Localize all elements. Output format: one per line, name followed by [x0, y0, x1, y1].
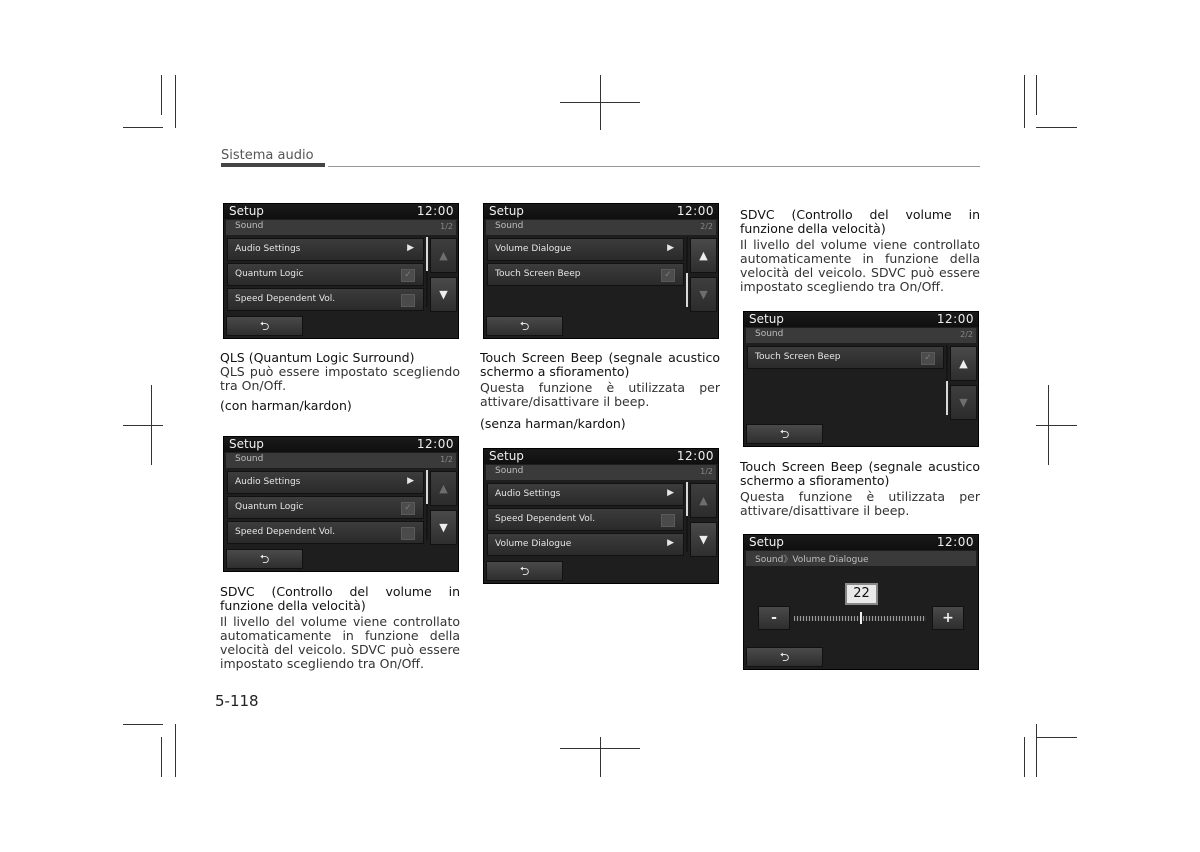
screen-clock: 12:00 [416, 204, 454, 218]
menu-row-label: Speed Dependent Vol. [235, 527, 336, 537]
screen-subbar [486, 220, 716, 235]
setup-screen-1 [223, 203, 459, 339]
screen-subbar [746, 328, 976, 343]
triangle-down-icon: ▼ [959, 396, 968, 409]
checkbox-checked-icon[interactable]: ✓ [921, 352, 935, 365]
qls-heading: QLS (Quantum Logic Surround) [220, 350, 415, 365]
crop-mark [175, 724, 176, 777]
screen-titlebar [224, 204, 458, 219]
crop-mark [175, 75, 176, 128]
triangle-right-icon: ▶ [407, 243, 414, 253]
screen-subtitle: Sound [495, 221, 524, 231]
crop-mark [161, 75, 162, 115]
checkbox-unchecked-icon[interactable] [661, 514, 675, 527]
sdvc-heading: SDVC (Controllo del volume in funzione della velocità) [740, 207, 980, 236]
scrollbar-track[interactable] [426, 237, 428, 307]
screen-subtitle: Sound [495, 466, 524, 476]
sdvc-text: Il livello del volume viene controllato automaticamente in funzione della velocità del veicolo. SDVC può essere impostato scegliendo tra On/Off. [220, 614, 460, 671]
screen-subtitle: Sound [235, 454, 264, 464]
checkbox-checked-icon[interactable]: ✓ [401, 269, 415, 282]
scrollbar-thumb[interactable] [686, 482, 688, 516]
crop-mark [600, 737, 601, 777]
menu-row-volume-dialogue[interactable] [487, 238, 684, 261]
checkbox-unchecked-icon[interactable] [401, 527, 415, 540]
menu-row-touch-screen-beep[interactable] [487, 263, 684, 286]
triangle-down-icon: ▼ [439, 521, 448, 534]
scrollbar-thumb[interactable] [686, 273, 688, 307]
screen-subbar [746, 551, 976, 566]
back-arrow-icon: ⮌ [779, 427, 790, 441]
screen-subbar [226, 220, 456, 235]
screen-title: Setup [229, 204, 264, 218]
scroll-down-button[interactable] [430, 277, 457, 312]
crop-mark [1036, 737, 1077, 738]
crop-mark [1036, 127, 1077, 128]
scrollbar-track[interactable] [426, 470, 428, 540]
triangle-up-icon: ▲ [439, 249, 448, 262]
checkbox-unchecked-icon[interactable] [401, 294, 415, 307]
screen-subtitle: Sound [235, 221, 264, 231]
column-3-text-a [740, 208, 980, 294]
page-number: 5-118 [215, 692, 259, 710]
back-button[interactable] [486, 316, 563, 336]
screen-title: Setup [749, 312, 784, 326]
screen-clock: 12:00 [416, 437, 454, 451]
screen-clock: 12:00 [676, 449, 714, 463]
crop-mark [1024, 737, 1025, 777]
scroll-down-button[interactable] [690, 522, 717, 557]
setup-screen-4 [483, 448, 719, 584]
menu-row-label: Audio Settings [235, 244, 301, 254]
triangle-up-icon: ▲ [959, 357, 968, 370]
crop-mark [123, 425, 163, 426]
menu-row-volume-dialogue[interactable] [487, 533, 684, 556]
back-arrow-icon: ⮌ [519, 564, 530, 578]
setup-screen-5 [743, 311, 979, 447]
screen-clock: 12:00 [936, 312, 974, 326]
crop-mark [161, 737, 162, 777]
setup-screen-2 [223, 436, 459, 572]
crop-mark [1036, 75, 1037, 115]
tsb-text: Questa funzione è utilizzata per attivare/disattivare il beep. [480, 380, 720, 409]
triangle-down-icon: ▼ [439, 288, 448, 301]
back-arrow-icon: ⮌ [779, 650, 790, 664]
scroll-down-button[interactable] [430, 510, 457, 545]
checkbox-checked-icon[interactable]: ✓ [661, 269, 675, 282]
menu-row-quantum-logic[interactable] [227, 496, 424, 519]
tsb-heading: Touch Screen Beep (segnale acustico schermo a sfioramento) [740, 459, 980, 488]
triangle-right-icon: ▶ [667, 243, 674, 253]
sdvc-heading: SDVC (Controllo del volume in funzione della velocità) [220, 584, 460, 613]
menu-row-audio-settings[interactable] [487, 483, 684, 506]
menu-row-label: Audio Settings [235, 477, 301, 487]
screen-page: 1/2 [440, 222, 453, 231]
menu-row-audio-settings[interactable] [227, 238, 424, 261]
back-arrow-icon: ⮌ [519, 319, 530, 333]
screen-clock: 12:00 [936, 535, 974, 549]
triangle-right-icon: ▶ [407, 476, 414, 486]
volume-dialogue-screen [743, 534, 979, 670]
back-arrow-icon: ⮌ [259, 552, 270, 566]
volume-slider-knob[interactable] [860, 612, 862, 624]
setup-screen-3 [483, 203, 719, 339]
back-button[interactable] [746, 424, 823, 444]
screen-title: Setup [749, 535, 784, 549]
screen-titlebar [224, 437, 458, 452]
triangle-down-icon: ▼ [699, 288, 708, 301]
screen-page: 2/2 [700, 222, 713, 231]
crop-mark [1036, 724, 1037, 777]
header-rule [328, 166, 980, 167]
screen-subbar [226, 453, 456, 468]
back-arrow-icon: ⮌ [259, 319, 270, 333]
crop-mark [123, 724, 163, 725]
screen-page: 2/2 [960, 330, 973, 339]
column-1-text-a [220, 351, 460, 413]
scroll-up-button[interactable] [690, 238, 717, 273]
column-3-text-b [740, 460, 980, 518]
menu-row-label: Volume Dialogue [495, 539, 572, 549]
menu-row-label: Speed Dependent Vol. [235, 294, 336, 304]
without-harman-label: (senza harman/kardon) [480, 416, 626, 431]
checkbox-checked-icon[interactable]: ✓ [401, 502, 415, 515]
screen-titlebar [484, 204, 718, 219]
column-2-text-a [480, 351, 720, 431]
triangle-right-icon: ▶ [667, 488, 674, 498]
scrollbar-thumb[interactable] [946, 381, 948, 415]
back-button[interactable] [226, 316, 303, 336]
section-title: Sistema audio [221, 148, 314, 163]
scroll-up-button[interactable] [430, 238, 457, 273]
screen-page: 1/2 [700, 467, 713, 476]
screen-titlebar [744, 535, 978, 550]
menu-row-speed-dependent-vol[interactable] [487, 508, 684, 531]
menu-row-label: Volume Dialogue [495, 244, 572, 254]
scrollbar-thumb[interactable] [426, 237, 428, 271]
menu-row-label: Quantum Logic [235, 502, 304, 512]
scroll-up-button[interactable] [690, 483, 717, 518]
menu-row-label: Touch Screen Beep [495, 269, 581, 279]
triangle-right-icon: ▶ [667, 538, 674, 548]
screen-title: Setup [229, 437, 264, 451]
header-bar [221, 163, 325, 167]
volume-value-display: 22 [845, 583, 878, 605]
back-button[interactable] [746, 647, 823, 667]
menu-row-label: Speed Dependent Vol. [495, 514, 596, 524]
menu-row-label: Audio Settings [495, 489, 561, 499]
scroll-up-button[interactable] [430, 471, 457, 506]
screen-title: Setup [489, 449, 524, 463]
scrollbar-track[interactable] [686, 482, 688, 552]
screen-title: Setup [489, 204, 524, 218]
crop-mark [123, 127, 163, 128]
crop-mark [560, 748, 640, 749]
with-harman-label: (con harman/kardon) [220, 398, 352, 413]
crop-mark [1036, 425, 1077, 426]
menu-row-touch-screen-beep[interactable] [747, 346, 944, 369]
tsb-heading: Touch Screen Beep (segnale acustico schermo a sfioramento) [480, 350, 720, 379]
qls-text: QLS può essere impostato scegliendo tra On/Off. [220, 364, 460, 393]
sdvc-text: Il livello del volume viene controllato automaticamente in funzione della velocità del veicolo. SDVC può essere impostato scegliendo tra On/Off. [740, 237, 980, 294]
menu-row-audio-settings[interactable] [227, 471, 424, 494]
screen-page: 1/2 [440, 455, 453, 464]
scroll-up-button[interactable] [950, 346, 977, 381]
volume-minus-button[interactable]: - [758, 606, 790, 630]
menu-row-speed-dependent-vol[interactable] [227, 521, 424, 544]
volume-plus-button[interactable]: + [932, 606, 964, 630]
menu-row-label: Touch Screen Beep [755, 352, 841, 362]
screen-subtitle: Sound [755, 329, 784, 339]
back-button[interactable] [486, 561, 563, 581]
screen-titlebar [484, 449, 718, 464]
menu-row-quantum-logic[interactable] [227, 263, 424, 286]
scrollbar-track[interactable] [686, 237, 688, 307]
screen-titlebar [744, 312, 978, 327]
scrollbar-track[interactable] [946, 345, 948, 415]
crop-mark [1024, 75, 1025, 128]
scroll-down-button[interactable] [690, 277, 717, 312]
screen-breadcrumb: Sound》Volume Dialogue [755, 555, 869, 565]
column-1-text-b [220, 585, 460, 671]
screen-subbar [486, 465, 716, 480]
crop-mark [560, 102, 640, 103]
triangle-down-icon: ▼ [699, 533, 708, 546]
screen-clock: 12:00 [676, 204, 714, 218]
menu-row-label: Quantum Logic [235, 269, 304, 279]
triangle-up-icon: ▲ [699, 249, 708, 262]
scrollbar-thumb[interactable] [426, 470, 428, 504]
triangle-up-icon: ▲ [699, 494, 708, 507]
back-button[interactable] [226, 549, 303, 569]
tsb-text: Questa funzione è utilizzata per attivare/disattivare il beep. [740, 489, 980, 518]
menu-row-speed-dependent-vol[interactable] [227, 288, 424, 311]
triangle-up-icon: ▲ [439, 482, 448, 495]
scroll-down-button[interactable] [950, 385, 977, 420]
